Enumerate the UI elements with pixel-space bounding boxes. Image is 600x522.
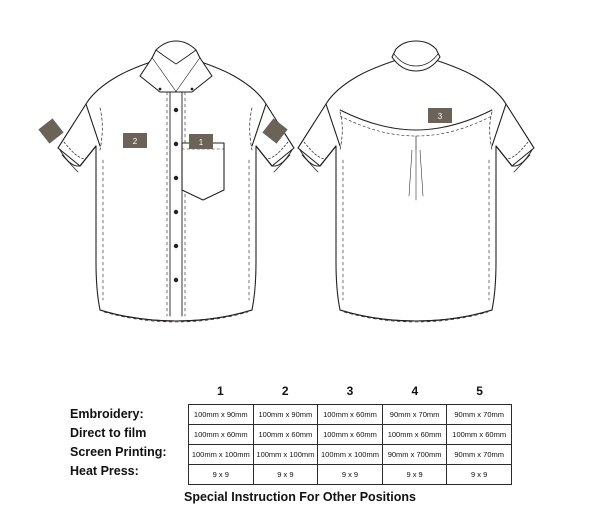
table-cell: 100mm x 60mm [318,405,383,425]
table-cell: 90mm x 70mm [447,445,512,465]
table-cell: 100mm x 100mm [253,445,318,465]
table-row [189,405,512,425]
size-grid [188,404,512,485]
table-row [189,425,512,445]
placement-marker-3-label: 3 [437,112,443,121]
table-row-labels [70,405,190,481]
row-label-heat-press: Heat Press: [70,464,139,478]
table-cell: 100mm x 60mm [189,425,254,445]
table-cell: 9 x 9 [382,465,447,485]
table-cell: 9 x 9 [447,465,512,485]
special-instruction-note: Special Instruction For Other Positions [184,490,416,504]
table-cell: 100mm x 60mm [253,425,318,445]
table-cell: 100mm x 100mm [189,445,254,465]
table-column-number: 5 [476,384,483,398]
table-column-number: 3 [346,384,354,398]
placement-marker-3[interactable] [428,108,452,123]
table-cell: 90mm x 70mm [382,405,447,425]
table-column-number: 4 [411,384,419,398]
row-label-embroidery: Embroidery: [70,407,144,421]
table-row [189,445,512,465]
placement-marker-1[interactable] [189,134,213,149]
table-cell: 9 x 9 [318,465,383,485]
placement-marker-1-label: 1 [198,138,204,147]
table-cell: 100mm x 100mm [318,445,383,465]
table-row [189,465,512,485]
table-cell: 9 x 9 [253,465,318,485]
table-cell: 9 x 9 [189,465,254,485]
placement-marker-left-sleeve[interactable] [38,118,63,143]
table-column-number: 2 [281,384,289,398]
table-cell: 90mm x 70mm [447,405,512,425]
placement-marker-2-label: 2 [132,137,138,146]
table-cell: 100mm x 90mm [253,405,318,425]
table-column-numbers [188,384,512,398]
table-cell: 100mm x 90mm [189,405,254,425]
table-column-number: 1 [217,384,224,398]
table-cell: 100mm x 60mm [447,425,512,445]
shirt-back-view [298,41,534,322]
table-cell: 90mm x 700mm [382,445,447,465]
placement-marker-2[interactable] [123,133,147,148]
row-label-screen-printing: Screen Printing: [70,445,167,459]
shirt-front-view [58,41,294,322]
table-cell: 100mm x 60mm [318,425,383,445]
row-label-direct-to-film: Direct to film [70,426,147,440]
table-cell: 100mm x 60mm [382,425,447,445]
